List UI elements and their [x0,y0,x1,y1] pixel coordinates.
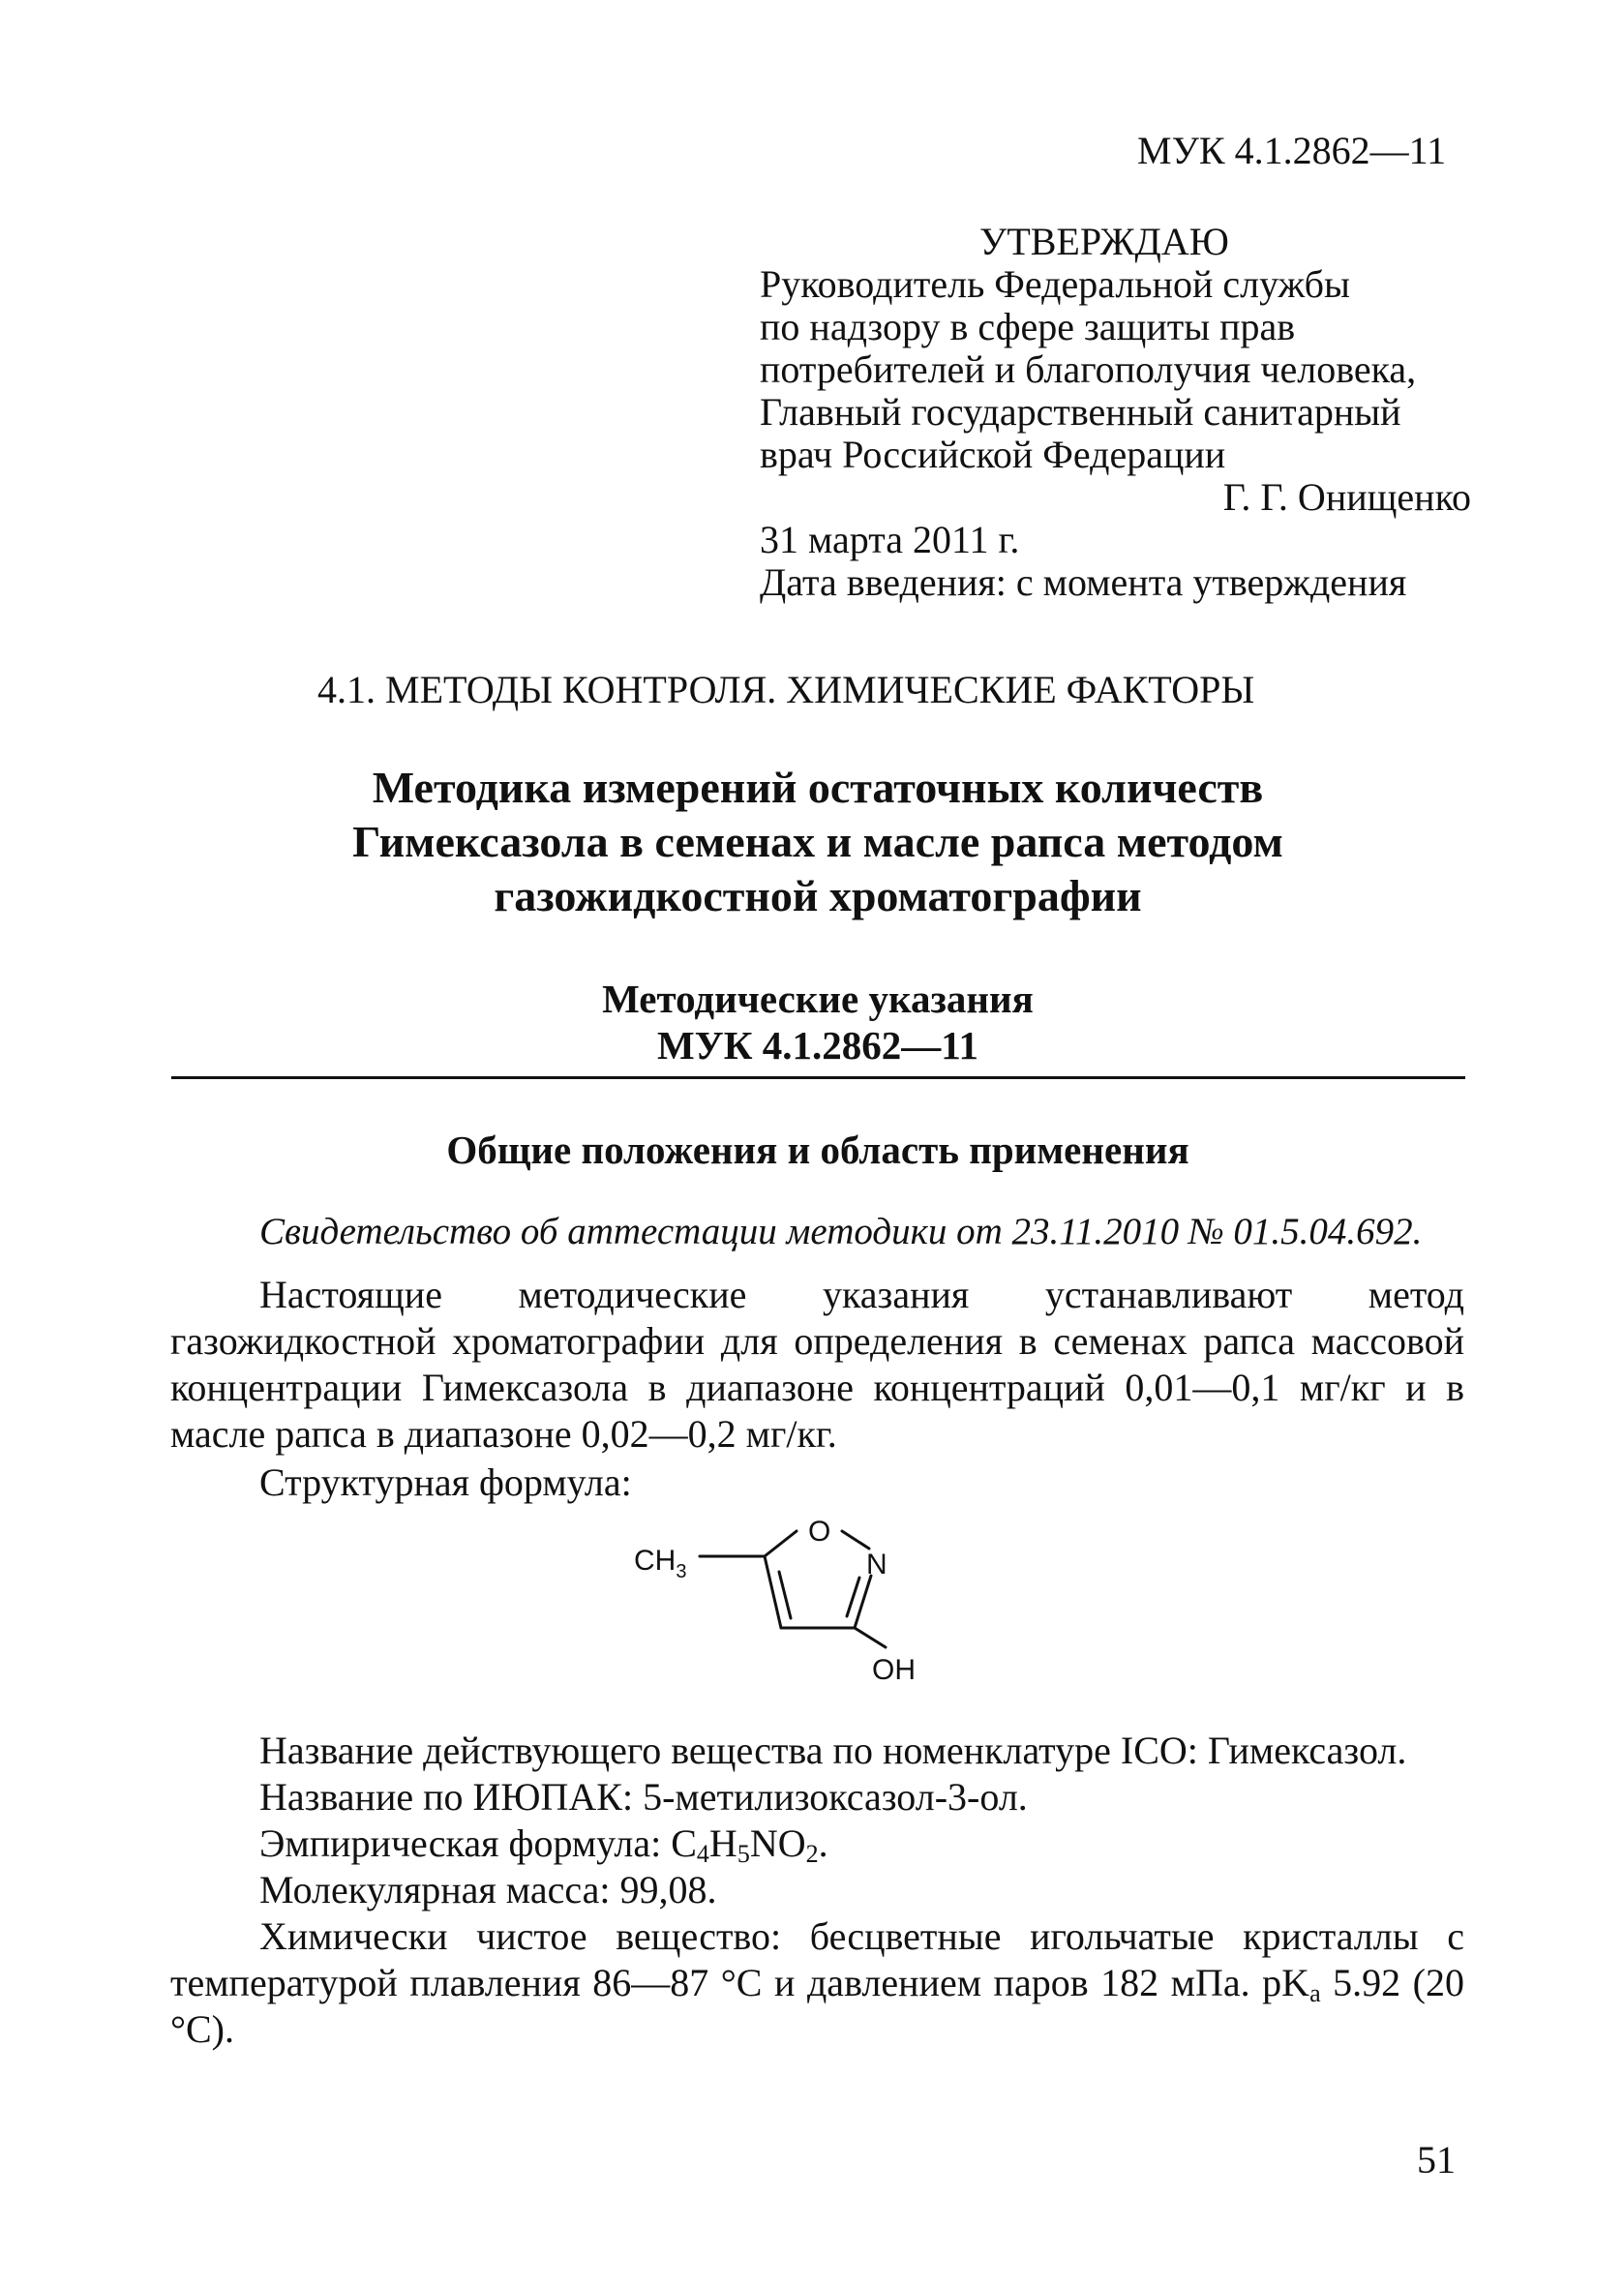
approval-line: врач Российской Федерации [760,433,1226,476]
structural-formula [634,1510,982,1728]
document-subtitle [169,976,1466,1068]
ch-label: $CH_3$ [634,1545,687,1582]
isoxazole-structure [634,1510,982,1723]
hydroxyl-label: OH [872,1654,916,1686]
oxygen-label: O [808,1516,831,1548]
empirical-formula: Эмпирическая формула: $C_4H_5NO_2$. [259,1821,828,1868]
approval-date: 31 марта 2011 г. [760,518,1020,561]
intro-text: Настоящие методические указания устанавливают метод газожидкостной хроматографии для определения в семенах рапса массовой концентрации Гимексазола в диапазоне концентраций 0,01—0,1 мг/кг и в масле рапса в диапазоне 0,02—0,2 мг/кг. [170,1273,1464,1456]
page-number: 51 [1417,2138,1456,2182]
subtitle-line: Методические указания [602,977,1034,1021]
iupac-name: Название по ИЮПАК: 5-метилизоксазол-3-ол. [259,1775,1028,1819]
nitrogen-label: N [866,1549,887,1580]
approval-line: по надзору в сфере защиты прав [760,305,1296,348]
horizontal-rule [171,1076,1465,1079]
approval-signer: Г. Г. Онищенко [1222,475,1471,519]
properties-paragraph [170,1913,1464,2053]
structural-formula-label: Структурная формула: [259,1460,632,1504]
subtitle-code: МУК 4.1.2862—11 [656,1023,978,1068]
approval-line: потребителей и благополучия человека, [760,347,1417,391]
approval-line: Руководитель Федеральной службы [760,262,1350,306]
title-line: Методика измерений остаточных количеств [372,763,1264,812]
document-title [169,761,1466,923]
certificate-line: Свидетельство об аттестации методики от 23.11.2010 № 01.5.04.692. [259,1211,1423,1252]
effective-date: Дата введения: с момента утверждения [760,560,1407,604]
iso-name: Название действующего вещества по номенклатуре ICO: Гимексазол. [259,1729,1407,1772]
section-heading: 4.1. МЕТОДЫ КОНТРОЛЯ. ХИМИЧЕСКИЕ ФАКТОРЫ [317,668,1255,711]
approval-title: УТВЕРЖДАЮ [979,220,1229,263]
intro-paragraph [170,1272,1464,1458]
title-line: газожидкостной хроматографии [494,871,1142,920]
approval-line: Главный государственный санитарный [760,390,1401,434]
approval-block [760,221,1476,604]
properties-text: Химически чистое вещество: бесцветные игольчатые кристаллы с температурой плавления 86—87 °С и давлением паров 182 мПа. $pK_a$ 5.92 (20 °С). [170,1914,1465,2051]
section-title: Общие положения и область применения [446,1128,1189,1172]
molar-mass: Молекулярная масса: 99,08. [259,1868,717,1911]
document-code: МУК 4.1.2862—11 [1137,129,1447,172]
title-line: Гимексазола в семенах и масле рапса методом [352,817,1283,866]
substance-info [259,1728,1406,1913]
